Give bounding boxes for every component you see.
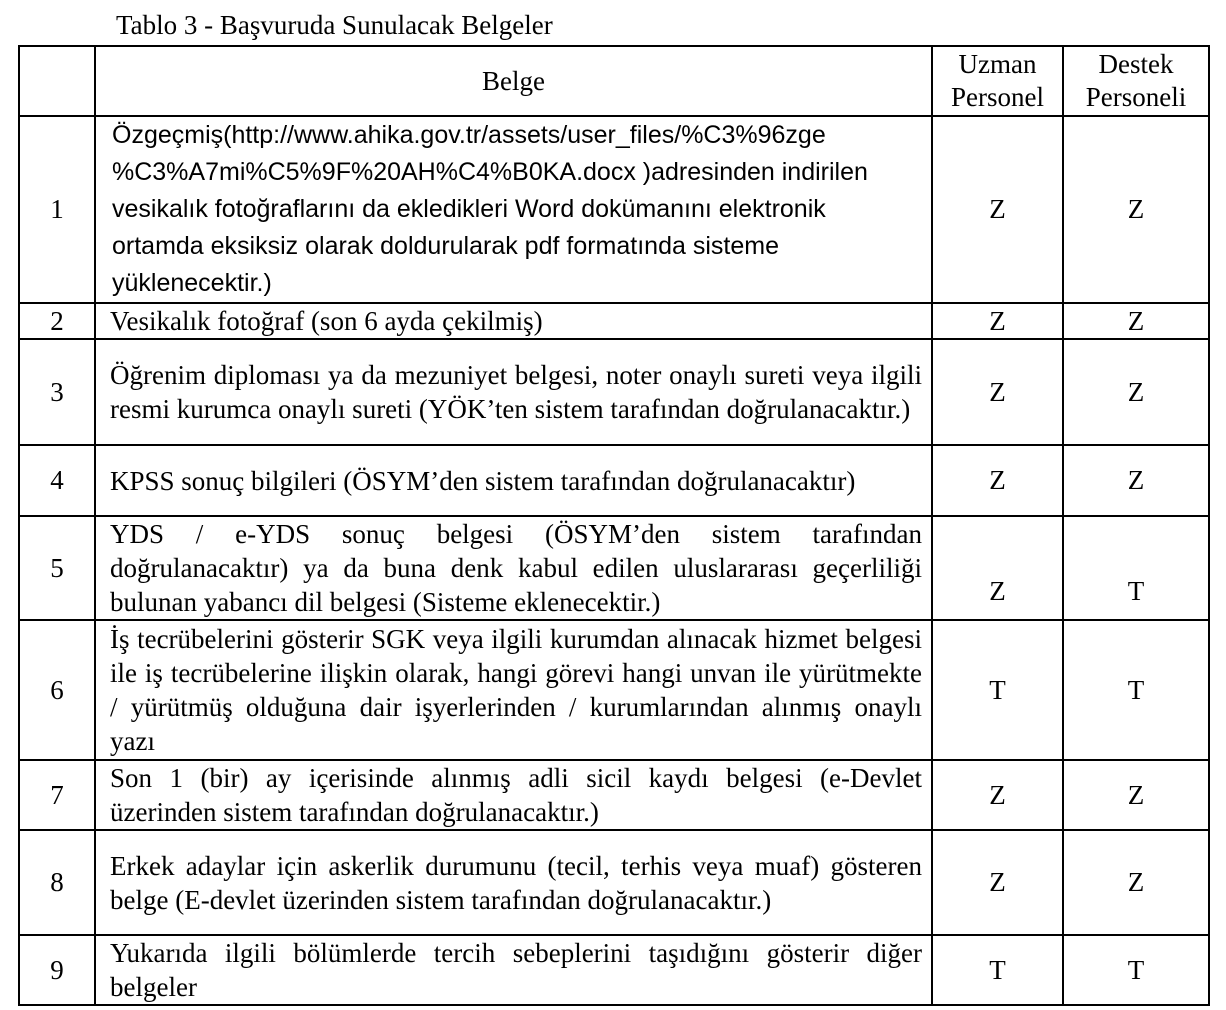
row-number: 7 (19, 760, 95, 830)
table-row (19, 303, 1209, 339)
table-row (19, 116, 1209, 303)
row-number: 3 (19, 339, 95, 445)
table-row (19, 620, 1209, 760)
row-document: Son 1 (bir) ay içerisinde alınmış adli sicil kaydı belgesi (e-Devlet üzerinden sistem tarafından doğrulanacaktır.) (95, 760, 932, 830)
row-number: 5 (19, 516, 95, 620)
row-support-value: Z (1063, 116, 1209, 303)
row-support-value: Z (1063, 445, 1209, 516)
row-support-value: Z (1063, 339, 1209, 445)
table-row (19, 445, 1209, 516)
row-support-value: Z (1063, 830, 1209, 935)
row-document: KPSS sonuç bilgileri (ÖSYM’den sistem tarafından doğrulanacaktır) (95, 445, 932, 516)
row-number: 6 (19, 620, 95, 760)
row-document: Yukarıda ilgili bölümlerde tercih sebeplerini taşıdığını gösterir diğer belgeler (95, 935, 932, 1005)
row-number: 4 (19, 445, 95, 516)
table-row (19, 516, 1209, 620)
row-document: Özgeçmiş(http://www.ahika.gov.tr/assets/user_files/%C3%96zge %C3%A7mi%C5%9F%20AH%C4%B0KA.docx )adresinden indirilen vesikalık fotoğraflarını da ekledikleri Word dokümanını elektronik ortamda eksiksiz olarak doldurularak pdf formatında sisteme yüklenecektir.) (95, 116, 932, 303)
table-row (19, 760, 1209, 830)
row-document: Öğrenim diploması ya da mezuniyet belgesi, noter onaylı sureti veya ilgili resmi kurumca onaylı sureti (YÖK’ten sistem tarafından doğrulanacaktır.) (95, 339, 932, 445)
row-support-value: Z (1063, 760, 1209, 830)
row-number: 2 (19, 303, 95, 339)
row-expert-value: T (932, 620, 1063, 760)
row-expert-value: Z (932, 116, 1063, 303)
row-expert-value: Z (932, 830, 1063, 935)
row-expert-value: Z (932, 303, 1063, 339)
row-document: Erkek adaylar için askerlik durumunu (tecil, terhis veya muaf) gösteren belge (E-devlet üzerinden sistem tarafından doğrulanacaktır.) (95, 830, 932, 935)
row-number: 8 (19, 830, 95, 935)
row-expert-value: Z (932, 516, 1063, 620)
table-caption: Tablo 3 - Başvuruda Sunulacak Belgeler (116, 10, 553, 40)
header-row (19, 46, 1209, 116)
row-expert-value: Z (932, 339, 1063, 445)
row-expert-value: Z (932, 445, 1063, 516)
row-support-value: T (1063, 620, 1209, 760)
table-row (19, 830, 1209, 935)
row-support-value: Z (1063, 303, 1209, 339)
row-support-value: T (1063, 935, 1209, 1005)
table-row (19, 935, 1209, 1005)
header-support-staff: Destek Personeli (1063, 46, 1209, 116)
table-row (19, 339, 1209, 445)
documents-table (18, 45, 1210, 1006)
row-number: 9 (19, 935, 95, 1005)
header-document: Belge (95, 46, 932, 116)
row-number: 1 (19, 116, 95, 303)
header-number (19, 46, 95, 116)
row-support-value: T (1063, 516, 1209, 620)
row-expert-value: Z (932, 760, 1063, 830)
row-document: YDS / e-YDS sonuç belgesi (ÖSYM’den sistem tarafından doğrulanacaktır) ya da buna denk kabul edilen uluslararası geçerliliği bulunan yabancı dil belgesi (Sisteme eklenecektir.) (95, 516, 932, 620)
header-expert-staff: Uzman Personel (932, 46, 1063, 116)
row-document: Vesikalık fotoğraf (son 6 ayda çekilmiş) (95, 303, 932, 339)
row-expert-value: T (932, 935, 1063, 1005)
row-document: İş tecrübelerini gösterir SGK veya ilgili kurumdan alınacak hizmet belgesi ile iş tecrübelerine ilişkin olarak, hangi görevi hangi unvan ile yürütmekte / yürütmüş olduğuna dair işyerlerinden / kurumlarından alınmış onaylı yazı (95, 620, 932, 760)
